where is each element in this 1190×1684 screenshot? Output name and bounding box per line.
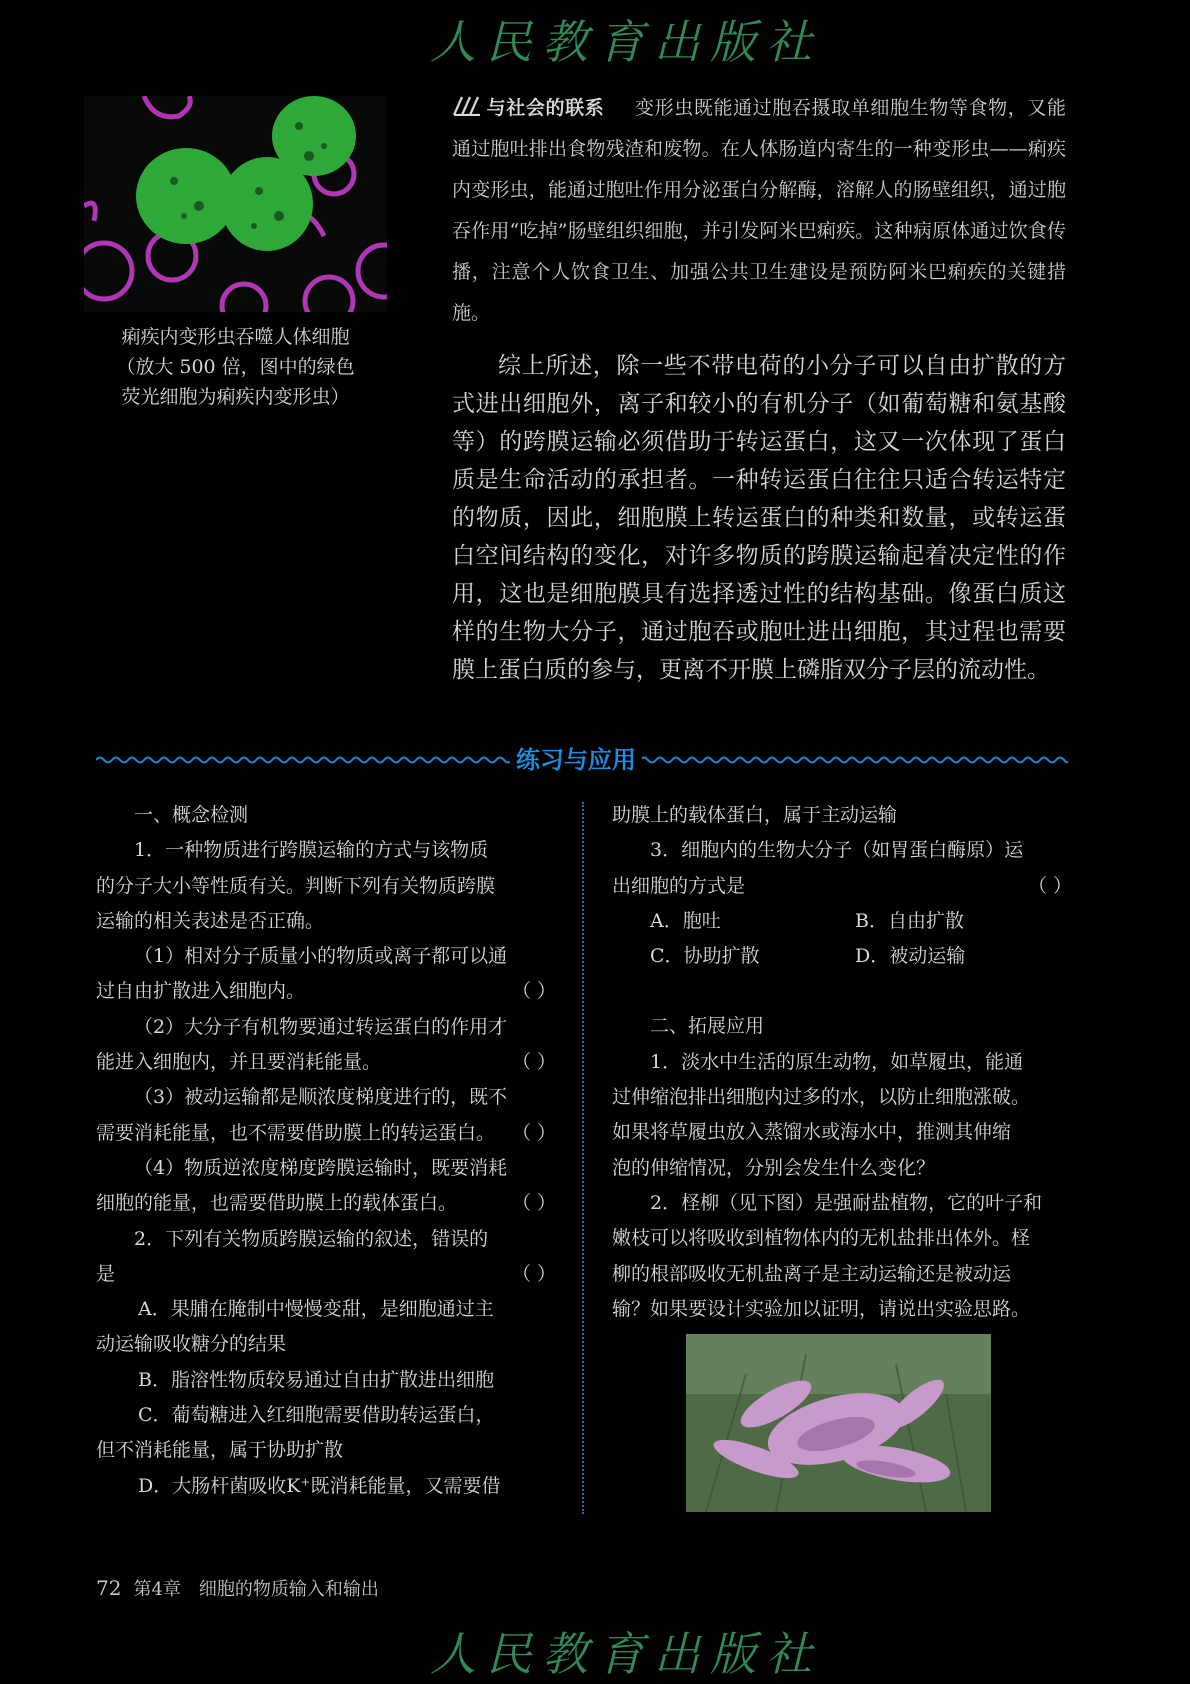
q3-text: 3．细胞内的生物大分子（如胃蛋白酶原）运 — [650, 839, 1024, 862]
photo-caption — [84, 322, 387, 412]
q3-options-row-2 — [612, 939, 1068, 974]
answer-paren-3[interactable]: （ ） — [512, 1121, 557, 1144]
q1-text: 1．一种物质进行跨膜运输的方式与该物质 — [134, 839, 489, 862]
q3-option-a: A．胞吐 — [650, 909, 721, 932]
q1-item-3: （3）被动运输都是顺浓度梯度进行的，既不 — [134, 1086, 508, 1109]
society-tag: 与社会的联系 — [486, 97, 605, 119]
q3-option-d: D．被动运输 — [855, 945, 966, 968]
q2-option-d-cont: 助膜上的载体蛋白，属于主动运输 — [612, 804, 898, 826]
q1-text-2: 的分子大小等性质有关。判断下列有关物质跨膜 — [96, 874, 496, 897]
q2-option-a: A．果脯在腌制中慢慢变甜，是细胞通过主 — [138, 1298, 494, 1321]
e1-text: 1．淡水中生活的原生动物，如草履虫，能通 — [650, 1050, 1024, 1073]
concept-check-heading: 一、概念检测 — [134, 804, 249, 826]
publisher-watermark-bottom: 人民教育出版社 — [430, 1627, 822, 1681]
e1-text-4: 泡的伸缩情况，分别会发生什么变化？ — [612, 1156, 936, 1179]
publisher-watermark-top: 人民教育出版社 — [430, 15, 822, 69]
answer-paren-q3[interactable]: （ ） — [1028, 874, 1073, 897]
amoeba-micrograph-art — [84, 96, 387, 312]
answer-paren-4[interactable]: （ ） — [512, 1192, 557, 1215]
society-connection — [452, 88, 1066, 334]
q1-item-3-cont: 需要消耗能量，也不需要借助膜上的转运蛋白。 （ ） — [96, 1116, 552, 1151]
page-number: 72 — [96, 1576, 122, 1600]
e2-text-3: 柳的根部吸收无机盐离子是主动运输还是被动运 — [612, 1262, 1012, 1285]
summary-text: 综上所述，除一些不带电荷的小分子可以自由扩散的方式进出细胞外，离子和较小的有机分子（如葡萄糖和氨基酸等）的跨膜运输必须借助于转运蛋白，这又一次体现了蛋白质是生命活动的承担者。一种转运蛋白往往只适合转运特定的物质，因此，细胞膜上转运蛋白的种类和数量，或转运蛋白空间结构的变化，对许多物质的跨膜运输起着决定性的作用，这也是细胞膜具有选择透过性的结构基础。像蛋白质这样的生物大分子，通过胞吞或胞吐进出细胞，其过程也需要膜上蛋白质的参与，更离不开膜上磷脂双分子层的流动性。 — [452, 353, 1066, 683]
e2-text-2: 嫩枝可以将吸收到植物体内的无机盐排出体外。柽 — [612, 1227, 1031, 1250]
answer-paren-q2[interactable]: （ ） — [512, 1262, 557, 1285]
q2-option-c: C．葡萄糖进入红细胞需要借助转运蛋白， — [138, 1404, 495, 1427]
caption-line-1: 痢疾内变形虫吞噬人体细胞 — [121, 326, 350, 348]
q1-item-2-cont: 能进入细胞内，并且要消耗能量。 （ ） — [96, 1045, 552, 1080]
column-divider — [582, 802, 584, 1514]
page-footer — [96, 1575, 379, 1601]
q1-text-3: 运输的相关表述是否正确。 — [96, 909, 325, 932]
answer-paren-1[interactable]: （ ） — [512, 980, 557, 1003]
tamarisk-photo-art — [686, 1334, 991, 1512]
society-text: 变形虫既能通过胞吞摄取单细胞生物等食物，又能通过胞吐排出食物残渣和废物。在人体肠道内寄生的一种变形虫——痢疾内变形虫，能通过胞吐作用分泌蛋白分解酶，溶解人的肠壁组织，通过胞吞作用“吃掉”肠壁组织细胞，并引发阿米巴痢疾。这种病原体通过饮食传播，注意个人饮食卫生、加强公共卫生建设是预防阿米巴痢疾的关键措施。 — [452, 97, 1066, 324]
caption-line-2: （放大 500 倍，图中的绿色 — [116, 356, 355, 378]
q2-option-a-cont: 动运输吸收糖分的结果 — [96, 1333, 287, 1356]
e1-text-3: 如果将草履虫放入蒸馏水或海水中，推测其伸缩 — [612, 1121, 1012, 1144]
exercise-section-title: 练习与应用 — [510, 740, 642, 775]
left-column — [96, 798, 557, 1504]
q2-option-b: B．脂溶性物质较易通过自由扩散进出细胞 — [138, 1368, 494, 1391]
extension-heading: 二、拓展应用 — [650, 1015, 765, 1038]
e2-text-4: 输？如果要设计实验加以证明，请说出实验思路。 — [612, 1297, 1031, 1320]
summary-paragraph — [452, 347, 1066, 689]
amoeba-micrograph — [84, 96, 387, 312]
tamarisk-photo — [686, 1334, 991, 1512]
q1-item-1: （1）相对分子质量小的物质或离子都可以通 — [134, 945, 508, 968]
q2-option-d: D．大肠杆菌吸收K⁺既消耗能量，又需要借 — [138, 1474, 501, 1497]
q1-item-2: （2）大分子有机物要通过转运蛋白的作用才 — [134, 1015, 508, 1038]
right-column — [612, 798, 1073, 1327]
caption-line-3: 荧光细胞为痢疾内变形虫） — [121, 386, 350, 408]
q2-option-c-cont: 但不消耗能量，属于协助扩散 — [96, 1439, 344, 1462]
q3-options-row-1 — [612, 904, 1068, 939]
chapter-title: 第4章 细胞的物质输入和输出 — [133, 1579, 379, 1600]
q2-text: 2．下列有关物质跨膜运输的叙述，错误的 — [134, 1227, 489, 1250]
q1-item-4: （4）物质逆浓度梯度跨膜运输时，既要消耗 — [134, 1156, 508, 1179]
q1-item-1-cont: 过自由扩散进入细胞内。 （ ） — [96, 974, 552, 1009]
e2-text: 2．柽柳（见下图）是强耐盐植物，它的叶子和 — [650, 1191, 1043, 1214]
society-link-icon — [452, 90, 482, 110]
q3-text-2: 出细胞的方式是 （ ） — [612, 869, 1068, 904]
answer-paren-2[interactable]: （ ） — [512, 1051, 557, 1074]
e1-text-2: 过伸缩泡排出细胞内过多的水，以防止细胞涨破。 — [612, 1086, 1031, 1109]
q3-option-c: C．协助扩散 — [650, 945, 760, 968]
q1-item-4-cont: 细胞的能量，也需要借助膜上的载体蛋白。 （ ） — [96, 1186, 552, 1221]
q3-option-b: B．自由扩散 — [855, 909, 964, 932]
q2-text-2: 是 （ ） — [96, 1257, 552, 1292]
